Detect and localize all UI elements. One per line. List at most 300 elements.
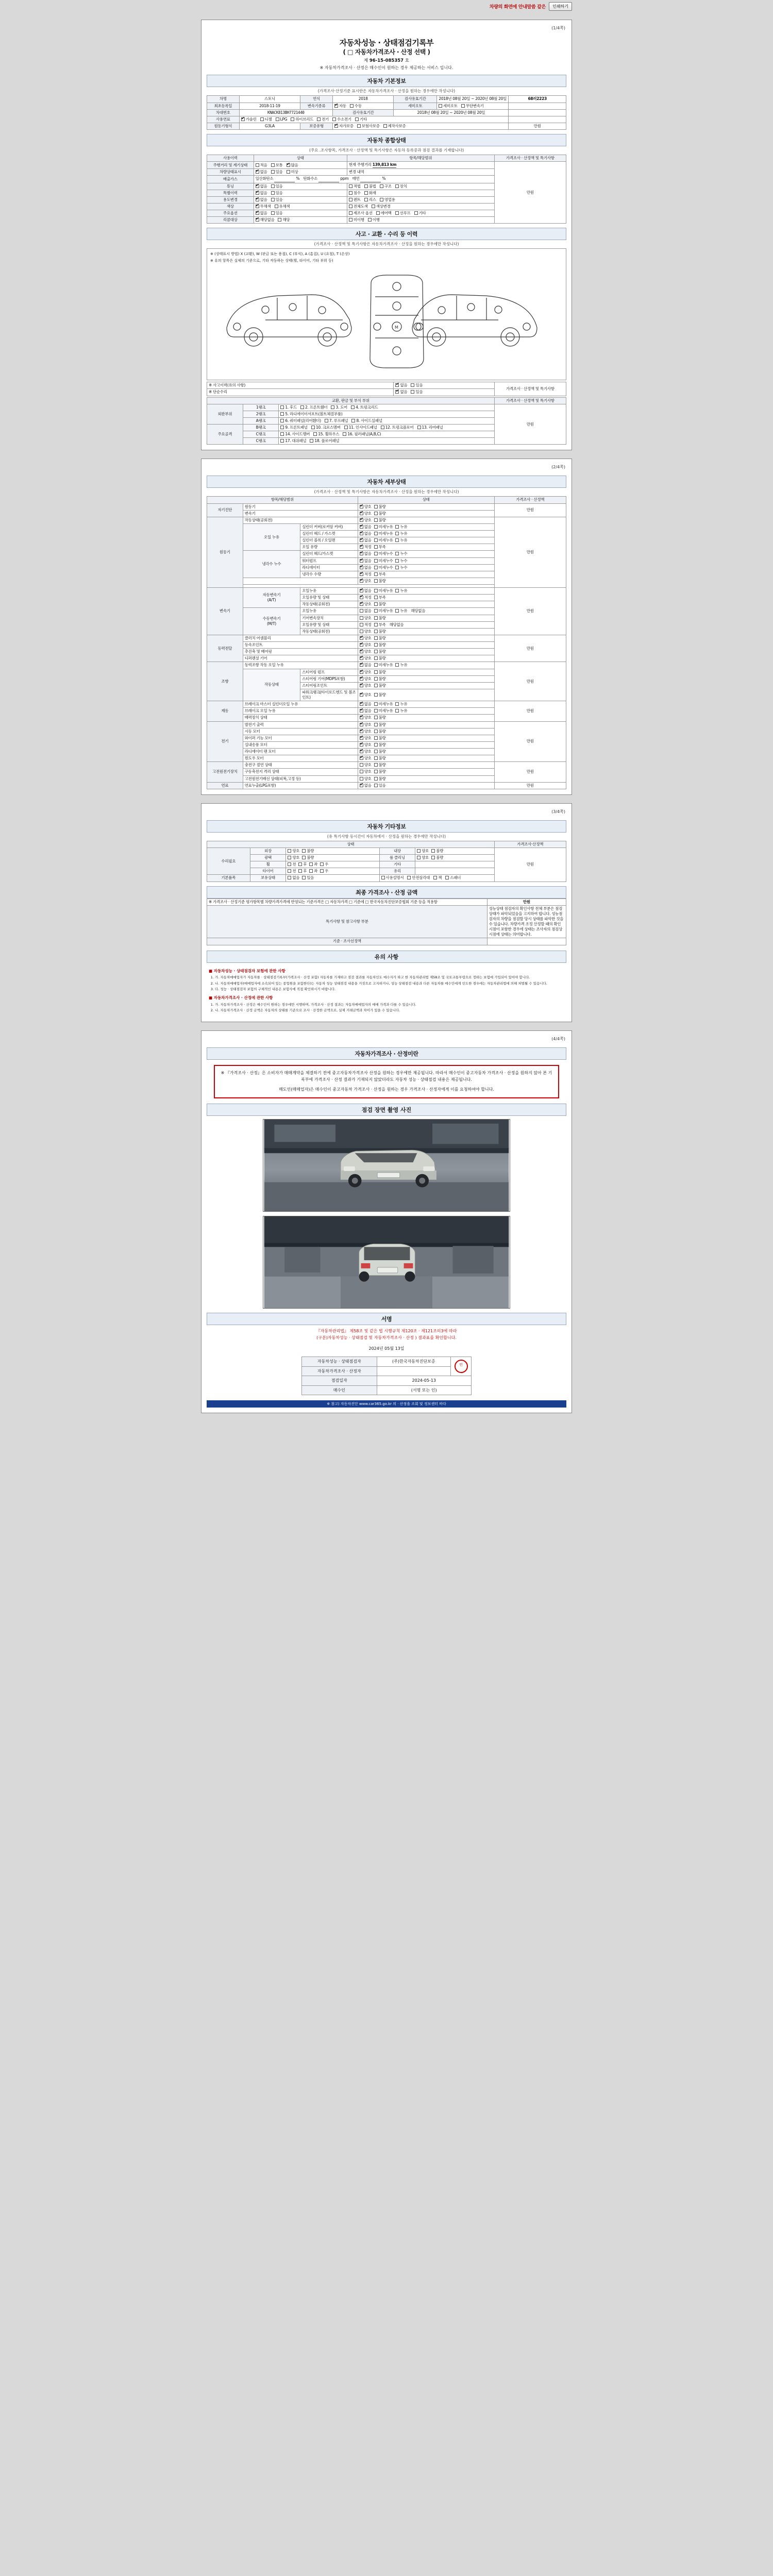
label-warranty: 보증유형 [300, 123, 333, 129]
opt-good[interactable]: ✔ 양호 [360, 636, 372, 641]
opt-good[interactable]: 양호 [417, 849, 429, 854]
state-blower-motor [358, 741, 494, 748]
opt-ok[interactable]: ✔ 적정 [360, 572, 372, 577]
opt-leak[interactable]: 누수 [395, 551, 407, 556]
opt-good[interactable]: 양호 [360, 776, 372, 782]
opt-rear[interactable]: 후 [298, 862, 307, 867]
opt-minor[interactable]: 미세누유 [374, 608, 393, 614]
opt-manual[interactable]: 사용설명서 [381, 875, 404, 880]
opt-leak[interactable]: 누유 [395, 608, 407, 614]
item-exterior: 외장 [250, 848, 286, 854]
opt-bad[interactable]: 불량 [431, 849, 443, 854]
label-current-mileage: 현재 주행거리 [348, 162, 372, 167]
item-glass: 유리 [379, 868, 415, 875]
opt-good[interactable]: ✔ 양호 [360, 649, 372, 654]
parts-list-5 [279, 431, 494, 438]
state-mt-leak: 없음 미세누유 누유 해당없음 [358, 608, 494, 615]
state-steering-joint [358, 682, 494, 689]
parts-list-6 [279, 438, 494, 445]
opt-good[interactable]: ✔ 양호 [360, 756, 372, 761]
opt-jack[interactable]: 잭 [433, 875, 442, 880]
opt-chromatic[interactable]: 유채색 [275, 204, 290, 209]
opt-bad[interactable]: 불량 [374, 683, 386, 688]
cat-hv-electric: 고전원전기장치 [207, 762, 243, 782]
sign-value-buyer: (서명 또는 인) [377, 1385, 471, 1395]
opt-mileage-mid[interactable]: 보통 [271, 163, 283, 168]
value-base-price: 만원 [509, 123, 566, 129]
part-hood[interactable]: 1. 후드 [280, 405, 297, 410]
value-engine-type: G3LA [239, 123, 300, 129]
part-front-panel[interactable]: 9. 프론트패널 [280, 425, 307, 430]
item-engine-diag: 원동기 [243, 503, 358, 510]
accident-label: ※ 사고이력(유의 사항) [207, 382, 394, 389]
item-head-gasket: 실린더 헤드 / 가스켓 [300, 531, 358, 537]
label-inspection: 검사유효기간 [394, 96, 437, 103]
opt-diesel[interactable]: 디젤 [260, 117, 272, 122]
opt-option-none[interactable]: ✔ 없음 [256, 211, 267, 216]
seal-stamp: 인 [455, 1360, 468, 1373]
opt-ok[interactable]: ✔ 적정 [360, 545, 372, 550]
table-row [207, 635, 566, 641]
opt-tuning-device[interactable]: 장치 [395, 184, 407, 189]
state-charge-port [358, 762, 494, 769]
parts-list-2 [279, 411, 494, 417]
other-th-item: 상태 [207, 841, 495, 848]
item-steering-gear: 스티어링 기어(MDPS포함) [300, 675, 358, 682]
opt-good[interactable]: ✔ 양호 [360, 642, 372, 648]
opt-airbag[interactable]: 에어백 [376, 211, 392, 216]
opt-ok[interactable]: ✔ 적정 [360, 595, 372, 600]
opt-leak[interactable]: 누유 [395, 588, 407, 594]
state-clutch [358, 635, 494, 641]
opt-leak[interactable]: 누수 [395, 558, 407, 564]
opt-special-yes[interactable]: 있음 [271, 191, 283, 196]
cat-fuel: 연료 [207, 782, 243, 789]
opt-minor[interactable]: 미세누수 [374, 558, 393, 564]
opt-none[interactable]: ✔ 없음 [360, 565, 372, 570]
part-front-fender[interactable]: 2. 프론트휀더 [300, 405, 327, 410]
opt-right[interactable]: 우 [320, 869, 328, 874]
warn-list-2 [215, 1003, 564, 1013]
diagram-legend-1: ※ (상태표시 방법) X (교환), W (판금 또는 용접), C (부식), A (흠집), U (요철), T (손상) [210, 252, 350, 257]
parts-head: 교환, 판금 및 부식 부위 [207, 397, 495, 404]
table-row [207, 899, 566, 905]
opt-bad[interactable]: 불량 [374, 742, 386, 748]
part-door[interactable]: 3. 도어 [331, 405, 347, 410]
price-engine: 만원 [494, 517, 566, 587]
sign-label-appraiser: 자동차가격조사 · 산정자 [302, 1366, 377, 1376]
opt-bad[interactable]: 불량 [374, 504, 386, 510]
opt-none[interactable]: ✔ 없음 [360, 538, 372, 543]
th-price: 가격조사 · 산정액 및 특기사항 [494, 155, 566, 162]
item-at-leak: 오일누유 [300, 588, 358, 595]
item-starter: 시동 모터 [243, 728, 358, 735]
row-state-mileage [254, 162, 347, 169]
sign-value-appraiser [377, 1366, 450, 1376]
part-trunk-floor[interactable]: 12. 트렁크플로어 [381, 425, 414, 430]
opt-bad[interactable]: 불량 [374, 649, 386, 654]
opt-good[interactable]: 양호 [417, 855, 429, 860]
opt-bad[interactable]: 불량 [374, 656, 386, 661]
part-floor-panel[interactable]: 18. 플로어패널 [310, 438, 339, 444]
opt-none[interactable]: ✔ 없음 [360, 524, 372, 530]
opt-good[interactable]: 양호 [288, 855, 299, 860]
opt-semi[interactable]: 세미오토 [439, 104, 458, 109]
value-year: 2018 [332, 96, 393, 103]
row-state-emission [254, 176, 494, 183]
table-row [302, 1366, 472, 1376]
opt-maker-option[interactable]: 제조사 옵션 [349, 211, 373, 216]
opt-front[interactable]: 전 [288, 862, 296, 867]
opt-good[interactable]: ✔ 양호 [360, 656, 372, 661]
opt-ok[interactable]: 적정 [360, 622, 372, 628]
opt-front[interactable]: 전 [288, 869, 296, 874]
opt-leak[interactable]: 누유 [395, 531, 407, 536]
state-power-steer-leak [358, 662, 494, 669]
opt-none[interactable]: ✔ 없음 [360, 551, 372, 556]
opt-none[interactable]: 없음 [288, 875, 299, 880]
section-overall-title: 자동차 종합상태 [207, 134, 566, 146]
part-cross-member[interactable]: 10. 크로스멤버 [311, 425, 341, 430]
opt-tuning-yes[interactable]: 있음 [271, 184, 283, 189]
opt-fire[interactable]: 화재 [364, 191, 376, 196]
opt-insurer-warranty[interactable]: 보험사보증 [357, 124, 380, 129]
opt-bad[interactable]: 불량 [374, 736, 386, 741]
opt-bad[interactable]: 불량 [374, 749, 386, 754]
opt-none[interactable]: 없음 [360, 608, 372, 614]
doc-number [207, 57, 566, 63]
opt-bad[interactable]: 불량 [302, 849, 314, 854]
footer-bar: ※ 참고) 자동차진단 www.car365.go.kr 의 · 산정을 조회 및 정보센터 바다 [207, 1400, 566, 1408]
opt-minor[interactable]: 미세누유 [374, 588, 393, 594]
basic-info-table [207, 95, 566, 130]
parts-list-3 [279, 417, 494, 424]
item-mt-level: 오일유량 및 상태 [300, 621, 358, 628]
opt-bad[interactable]: 불량 [374, 518, 386, 523]
opt-good[interactable]: 양호 [360, 616, 372, 621]
opt-recall-notdone[interactable]: 미이행 [349, 217, 364, 223]
opt-auto[interactable]: ✔ 자동 [334, 104, 346, 109]
sub-steering-parts: 작동상태 [243, 669, 300, 701]
opt-bad[interactable]: 불량 [374, 670, 386, 675]
opt-recall-na[interactable]: ✔ 해당없음 [256, 217, 275, 223]
opt-accident-none[interactable]: ✔ 없음 [395, 383, 407, 388]
opt-minor[interactable]: 미세누유 [374, 524, 393, 530]
opt-minor[interactable]: 미세누유 [374, 663, 393, 668]
opt-bad[interactable]: 불량 [374, 602, 386, 607]
part-quarter-panel[interactable]: 6. 쿼터패널(리어휀더) [280, 418, 321, 423]
opt-left[interactable]: 좌 [309, 869, 317, 874]
opt-option-etc[interactable]: 기타 [414, 211, 426, 216]
opt-lpg[interactable]: LPG [276, 117, 288, 122]
opt-bad[interactable]: 불량 [374, 769, 386, 774]
table-row [207, 103, 566, 109]
section-final-title: 자동차가격조사 · 산정미란 [207, 1047, 566, 1060]
item-power-steer-leak: 동력조향 작동 오일 누유 [243, 662, 358, 669]
state-common-rail [358, 578, 494, 584]
overall-table [207, 155, 566, 224]
opt-cvt[interactable]: 무단변속기 [461, 104, 484, 109]
sign-value-date: 2024-05-13 [377, 1376, 471, 1386]
cat-engine: 원동기 [207, 517, 243, 587]
state-wiper-motor [358, 735, 494, 741]
sign-date: 2024년 05월 13일 [368, 1346, 405, 1351]
opt-bad[interactable]: 불량 [374, 579, 386, 584]
opt-minor[interactable]: 미세누수 [374, 565, 393, 570]
part-inside-panel[interactable]: 11. 인사이드패널 [344, 425, 377, 430]
opt-good[interactable]: ✔ 양호 [360, 722, 372, 727]
opt-mileage-high[interactable]: ✔ 많음 [287, 163, 298, 168]
opt-yes[interactable]: 있음 [302, 875, 314, 880]
opt-triangle[interactable]: 안전삼각대 [407, 875, 430, 880]
item-water-pump: 워터펌프 [300, 557, 358, 564]
opt-bad[interactable]: 불량 [374, 722, 386, 727]
table-row [207, 938, 566, 945]
opt-good[interactable]: ✔ 양호 [360, 602, 372, 607]
state-cv-joint [358, 642, 494, 649]
opt-tuning-legal[interactable]: 적법 [349, 184, 361, 189]
part-roof-panel[interactable]: 7. 루프패널 [325, 418, 348, 423]
item-coolant-level: 냉각수 수량 [300, 571, 358, 578]
opt-low[interactable]: 부족 [374, 545, 386, 550]
opt-none[interactable]: ✔ 없음 [360, 702, 372, 707]
opt-bad[interactable]: 불량 [431, 855, 443, 860]
opt-simple-none[interactable]: ✔ 없음 [395, 389, 407, 395]
print-button[interactable]: 인쇄하기 [549, 2, 572, 11]
section-detail-note: (가격조사 · 산정액 및 특기사항은 자동차가격조사 · 산정을 원하는 경우에만 작성니다) [314, 489, 459, 495]
item-steering-pump: 스티어링 펌프 [300, 669, 358, 675]
opt-tuning-none[interactable]: ✔ 없음 [256, 184, 267, 189]
state-mt-gear [358, 615, 494, 621]
cat-transmission: 변속기 [207, 588, 243, 635]
opt-tuning-structure[interactable]: 구조 [380, 184, 392, 189]
opt-mileage-low[interactable]: 적음 [256, 163, 267, 168]
state-differential [358, 655, 494, 662]
opt-bad[interactable]: 불량 [374, 756, 386, 761]
opt-leak[interactable]: 누유 [395, 538, 407, 543]
opt-leak[interactable]: 누유 [395, 524, 407, 530]
opt-good[interactable]: ✔양호 [360, 692, 372, 698]
opt-lease[interactable]: 리스 [364, 197, 376, 202]
opt-none[interactable]: ✔ 없음 [360, 558, 372, 564]
opt-rent[interactable]: 렌트 [349, 197, 361, 202]
opt-left[interactable]: 좌 [309, 862, 317, 867]
opt-maker-warranty[interactable]: 제작사보증 [383, 124, 406, 129]
value-carname: 스토닉 [239, 96, 300, 103]
opt-bad[interactable]: 불량 [374, 692, 386, 698]
top-notice: 차량의 화면에 안내말씀 같은 [489, 5, 546, 10]
opt-sunroof[interactable]: 선루프 [395, 211, 411, 216]
opt-none[interactable]: ✔ 없음 [360, 531, 372, 536]
opt-minor[interactable]: 미세누유 [374, 702, 393, 707]
opt-bad[interactable]: 불량 [374, 762, 386, 768]
opt-good[interactable]: ✔ 양호 [360, 715, 372, 720]
opt-bad[interactable]: 불량 [374, 511, 386, 516]
state-coolant-level [358, 571, 494, 578]
part-pillar-panel[interactable]: 16. 필러패널(A,B,C) [343, 432, 381, 437]
state-engine-idle [358, 517, 494, 523]
opt-good[interactable]: ✔ 양호 [360, 670, 372, 675]
row-label-emission: 배출가스 [207, 176, 254, 183]
opt-gasoline[interactable]: ✔ 가솔린 [241, 117, 257, 122]
section-accident-note: (가격조사 · 산정액 및 특기사항은 자동차가격조사 · 산정을 원하는 경우에만 작성니다) [314, 242, 459, 247]
state-interior [415, 848, 494, 854]
cat-repair-needed: 수리필요 [207, 848, 250, 875]
state-exterior [286, 848, 379, 854]
part-wheel-house[interactable]: 15. 휠하우스 [313, 432, 339, 437]
opt-leak[interactable]: 누수 [395, 565, 407, 570]
opt-usechange-none[interactable]: ✔ 없음 [256, 197, 267, 202]
opt-bad[interactable]: 불량 [374, 715, 386, 720]
state-steering-gear [358, 675, 494, 682]
opt-bad[interactable]: 불량 [374, 776, 386, 782]
opt-yes[interactable]: 있음 [374, 783, 386, 788]
opt-good[interactable]: 양호 [360, 769, 372, 774]
opt-minor[interactable]: 미세누수 [374, 551, 393, 556]
opt-none[interactable]: ✔ 없음 [360, 708, 372, 714]
opt-ind-unknown[interactable]: 미상 [287, 170, 298, 175]
svg-text:M: M [395, 325, 398, 330]
opt-commercial[interactable]: 영업용 [380, 197, 395, 202]
opt-good[interactable]: ✔ 양호 [360, 749, 372, 754]
label-mileage-head: 검사유효기간 [332, 109, 393, 116]
opt-color-change[interactable]: 색상변경 [372, 204, 391, 209]
opt-tuning-illegal[interactable]: 불법 [364, 184, 376, 189]
table-row [207, 109, 566, 116]
sub-oil-leak: 오일 누유 [243, 523, 300, 551]
opt-bad[interactable]: 불량 [374, 629, 386, 634]
table-row [207, 404, 566, 411]
part-radiator-support[interactable]: 5. 라디에이터서포트(볼트체결부품) [280, 412, 342, 417]
opt-self-warranty[interactable]: ✔ 자가보증 [334, 124, 354, 129]
opt-none[interactable]: ✔ 없음 [360, 663, 372, 668]
opt-leak[interactable]: 누유 [395, 708, 407, 714]
opt-ind-none[interactable]: ✔ 없음 [256, 170, 267, 175]
opt-ind-yes[interactable]: 있음 [271, 170, 283, 175]
opt-good[interactable]: ✔ 양호 [360, 729, 372, 734]
state-engine-diag [358, 503, 494, 510]
opt-recall-done[interactable]: 이행 [368, 217, 380, 223]
opt-right[interactable]: 우 [320, 862, 328, 867]
opt-full-paint[interactable]: 전체도색 [349, 204, 368, 209]
opt-simple-yes[interactable]: 있음 [411, 389, 423, 395]
label-carname: 차명 [207, 96, 240, 103]
state-mt-idle [358, 628, 494, 635]
part-rear-panel[interactable]: 13. 리어패널 [417, 425, 443, 430]
opt-spanner[interactable]: 스패너 [445, 875, 461, 880]
opt-rear[interactable]: 후 [298, 869, 307, 874]
doc-number-prefix: 제 [363, 58, 368, 64]
state-propeller [358, 649, 494, 655]
section-other-title: 자동차 기타정보 [207, 820, 566, 833]
opt-recall-yes[interactable]: 해당 [278, 217, 290, 223]
page-number-1: (1/4쪽) [551, 26, 565, 30]
sign-red-1: 『자동차관리법』 제58조 및 같은 법 시행규칙 제120조 · 제121조의3에 따라 [316, 1328, 457, 1333]
state-window-motor [358, 755, 494, 762]
simple-repair-value [394, 389, 494, 396]
label-engine-type: 원동기형식 [207, 123, 240, 129]
part-trunk-lid[interactable]: 4. 트렁크리드 [351, 405, 378, 410]
doc-title-line1: 자동차성능 · 상태점검기록부 [339, 38, 434, 47]
part-side-sill[interactable]: 8. 사이드실패널 [351, 418, 382, 423]
opt-bad[interactable]: 불량 [374, 616, 386, 621]
item-polish: 광택 [250, 855, 286, 861]
state-radiator-fan [358, 749, 494, 755]
opt-minor[interactable]: 미세누유 [374, 531, 393, 536]
opt-good[interactable]: ✔ 양호 [360, 676, 372, 682]
opt-good[interactable]: ✔ 양호 [360, 518, 372, 523]
opt-bad[interactable]: 불량 [302, 855, 314, 860]
opt-good[interactable]: ✔ 양호 [360, 736, 372, 741]
opt-fuel-etc[interactable]: 기타 [355, 117, 367, 122]
opt-hybrid[interactable]: 하이브리드 [291, 117, 313, 122]
stamp-cell [451, 1357, 472, 1376]
opt-good[interactable]: 양호 [360, 629, 372, 634]
opt-none[interactable]: ✔ 없음 [360, 783, 372, 788]
opt-good[interactable]: 양호 [360, 762, 372, 768]
item-trans-diag: 변속기 [243, 510, 358, 517]
section-accident-title: 사고 · 교환 · 수리 등 이력 [207, 228, 566, 240]
opt-leak[interactable]: 누유 [395, 663, 407, 668]
state-fuel-leak [358, 782, 494, 789]
opt-option-yes[interactable]: 있음 [271, 211, 283, 216]
opt-good[interactable]: 양호 [288, 849, 299, 854]
table-row [207, 721, 566, 728]
doc-number-suffix: 호 [405, 58, 410, 64]
opt-special-none[interactable]: ✔ 없음 [256, 191, 267, 196]
part-side-member[interactable]: 14. 사이드멤버 [280, 432, 310, 437]
opt-bad[interactable]: 불량 [374, 636, 386, 641]
opt-leak[interactable]: 누유 [395, 702, 407, 707]
part-dash-panel[interactable]: 17. 대쉬패널 [280, 438, 306, 444]
opt-bad[interactable]: 불량 [374, 642, 386, 648]
item-window-motor: 윈도우 모터 [243, 755, 358, 762]
table-row [302, 1385, 472, 1395]
opt-accident-yes[interactable]: 있음 [411, 383, 423, 388]
row-state-usechange [254, 196, 347, 203]
table-header-row [207, 155, 566, 162]
item-steering-joint: 스티어링조인트 [300, 682, 358, 689]
value-semi [437, 103, 509, 109]
opt-good[interactable]: ✔ 양호 [360, 683, 372, 688]
opt-minor[interactable]: 미세누유 [374, 538, 393, 543]
table-row [207, 96, 566, 103]
state-radiator [358, 564, 494, 571]
opt-hydrogen[interactable]: 수소전기 [332, 117, 351, 122]
opt-good[interactable]: ✔ 양호 [360, 742, 372, 748]
opt-good[interactable]: ✔양호 [360, 579, 372, 584]
opt-minor[interactable]: 미세누유 [374, 708, 393, 714]
item-oil-level: 오일 유량 [300, 544, 358, 551]
opt-low[interactable]: 부족 [374, 595, 386, 600]
opt-flood[interactable]: 침수 [349, 191, 361, 196]
opt-low[interactable]: 부족 [374, 622, 386, 628]
price-row-value-2 [487, 938, 566, 945]
opt-bad[interactable]: 불량 [374, 676, 386, 682]
opt-good[interactable]: ✔ 양호 [360, 504, 372, 510]
opt-ev[interactable]: 전기 [317, 117, 329, 122]
opt-usechange-yes[interactable]: 있음 [271, 197, 283, 202]
opt-low[interactable]: 부족 [374, 572, 386, 577]
opt-good[interactable]: ✔ 양호 [360, 511, 372, 516]
label-semi: 세미오토 [394, 103, 437, 109]
price-amount: 만원 [487, 899, 566, 905]
opt-bad[interactable]: 불량 [374, 729, 386, 734]
opt-manual[interactable]: 수동 [350, 104, 362, 109]
opt-none[interactable]: ✔ 없음 [360, 588, 372, 594]
state-master-cyl [358, 701, 494, 708]
opt-achromatic[interactable]: ✔ 무채색 [256, 204, 271, 209]
